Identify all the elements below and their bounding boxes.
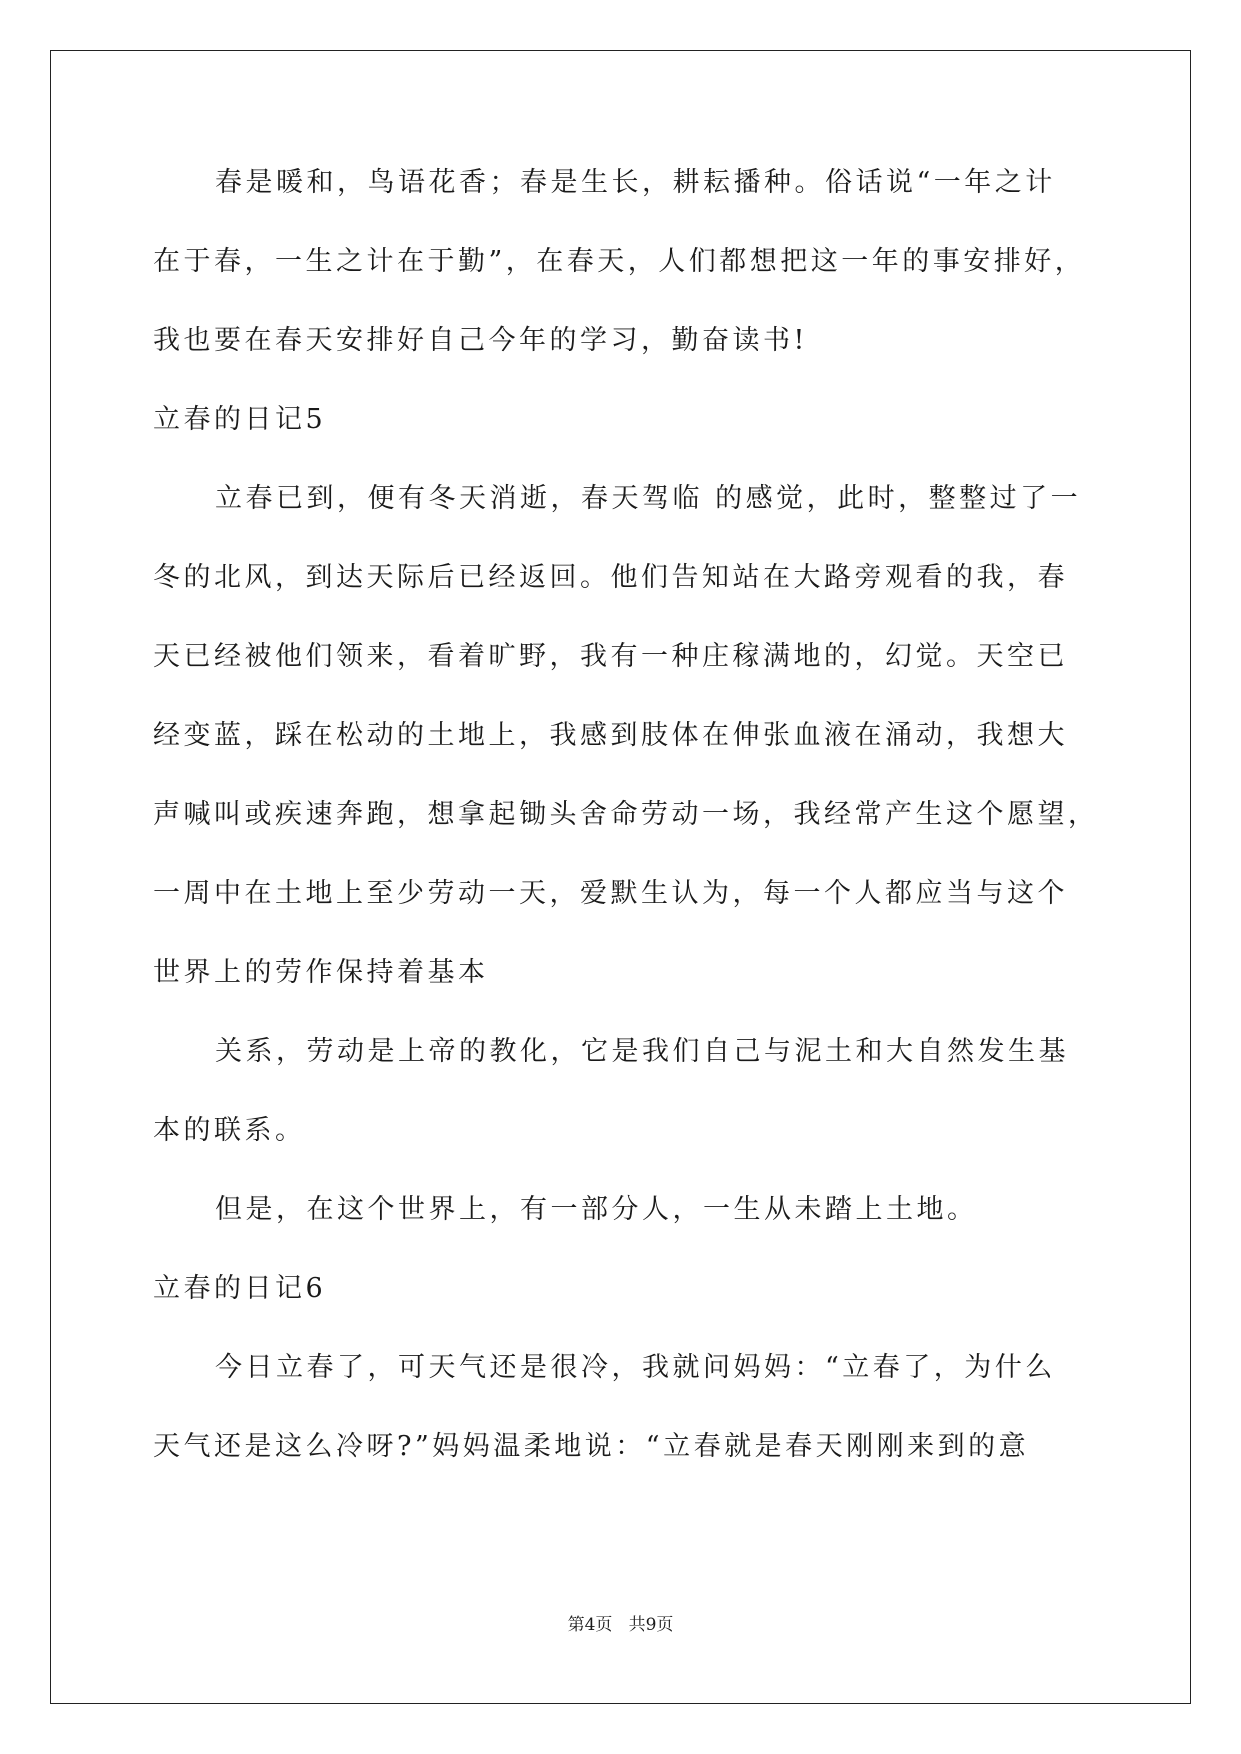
paragraph-line: 经变蓝，踩在松动的土地上，我感到肢体在伸张血液在涌动，我想大 — [153, 720, 1068, 751]
page-number-footer: 第4页 共9页 — [567, 1615, 674, 1635]
paragraph-line: 关系，劳动是上帝的教化，它是我们自己与泥土和大自然发生基 — [215, 1036, 1069, 1067]
paragraph-line: 声喊叫或疾速奔跑，想拿起锄头舍命劳动一场，我经常产生这个愿望， — [153, 799, 1099, 830]
paragraph-line: 立春已到，便有冬天消逝，春天驾临 的感觉，此时，整整过了一 — [215, 483, 1082, 514]
paragraph-line: 天气还是这么冷呀?”妈妈温柔地说：“立春就是春天刚刚来到的意 — [153, 1431, 1030, 1462]
section-heading: 立春的日记6 — [153, 1273, 327, 1304]
section-heading: 立春的日记5 — [153, 404, 327, 435]
paragraph-line: 但是，在这个世界上，有一部分人，一生从未踏上土地。 — [215, 1194, 978, 1225]
paragraph-line: 本的联系。 — [153, 1115, 306, 1146]
paragraph-line: 在于春，一生之计在于勤”，在春天，人们都想把这一年的事安排好， — [153, 246, 1086, 277]
paragraph-line: 今日立春了，可天气还是很冷，我就问妈妈：“立春了，为什么 — [215, 1352, 1056, 1383]
paragraph-line: 春是暖和，鸟语花香；春是生长，耕耘播种。俗话说“一年之计 — [215, 167, 1056, 198]
paragraph-line: 一周中在土地上至少劳动一天，爱默生认为，每一个人都应当与这个 — [153, 878, 1068, 909]
paragraph-line: 冬的北风，到达天际后已经返回。他们告知站在大路旁观看的我，春 — [153, 562, 1068, 593]
paragraph-line: 世界上的劳作保持着基本 — [153, 957, 489, 988]
paragraph-line: 我也要在春天安排好自己今年的学习，勤奋读书! — [153, 325, 808, 356]
paragraph-line: 天已经被他们领来，看着旷野，我有一种庄稼满地的，幻觉。天空已 — [153, 641, 1068, 672]
